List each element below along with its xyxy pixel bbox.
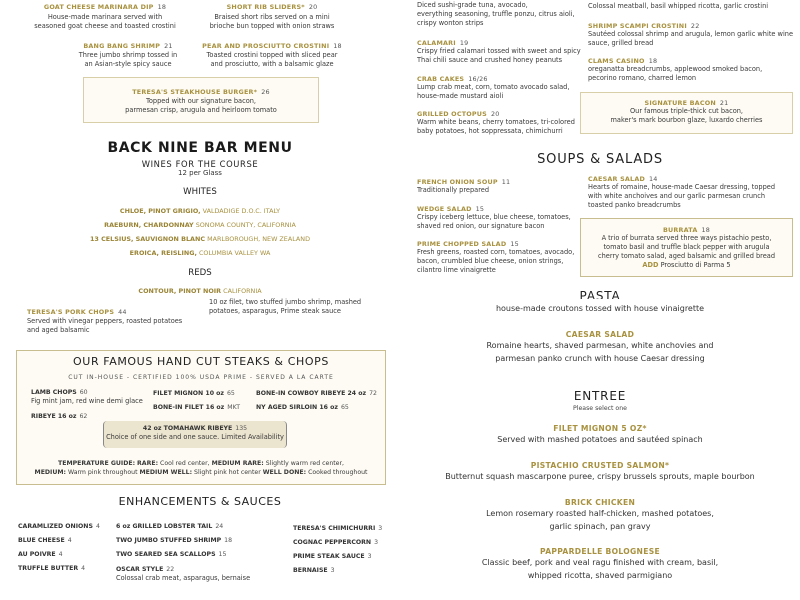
- surf-turf-desc: 10 oz filet, two stuffed jumbo shrimp, mashed potatoes, asparagus, Prime steak sauce: [209, 298, 362, 315]
- item-desc: Served with mashed potatoes and sautéed spinach: [497, 435, 703, 444]
- temperature-guide: TEMPERATURE GUIDE: RARE: Cool red center, MEDIUM RARE: Slightly warm red center, MEDIUM: Warm pink throughout MEDIUM WELL: Slight pink hot center WELL DONE: Cooked throughout: [34, 460, 368, 476]
- item-desc: oreganatta breadcrumbs, applewood smoked bacon, pecorino romano, charred lemon: [588, 65, 763, 82]
- steak-cowboy-ribeye: BONE-IN COWBOY RIBEYE 24 oz 72: [256, 390, 377, 397]
- enhancement-item: TWO SEARED SEA SCALLOPS 15: [116, 551, 227, 558]
- enhancement-item: TRUFFLE BUTTER 4: [18, 565, 86, 572]
- wine-item: 13 CELSIUS, SAUVIGNON BLANC MARLBOROUGH, NEW ZEALAND: [89, 235, 310, 243]
- enhancement-item: BLUE CHEESE 4: [18, 537, 72, 544]
- item-desc: Toasted crostini topped with sliced pear and prosciutto, with a balsamic glaze: [206, 51, 338, 68]
- entree-chicken: BRICK CHICKEN: [564, 498, 636, 507]
- item-desc: Our famous triple-thick cut bacon, maker's mark bourbon glaze, luxardo cherries: [610, 107, 763, 124]
- pasta-heading: PASTA: [579, 289, 621, 299]
- steak-lamb-chops: LAMB CHOPS 60: [31, 389, 88, 396]
- item-desc: Classic beef, pork and veal ragu finished with cream, basil, whipped ricotta, shaved parmigiano: [481, 558, 719, 580]
- reds-heading: REDS: [188, 268, 212, 278]
- item-desc: Choice of one side and one sauce. Limited Availability: [106, 433, 284, 441]
- item-desc: Fresh greens, roasted corn, tomatoes, avocado, bacon, crumbled blue cheese, onion strings, cilantro lime vinaigrette: [417, 248, 575, 274]
- menu-item-calamari: CALAMARI 19: [417, 39, 469, 47]
- item-desc: Fig mint jam, red wine demi glace: [31, 397, 143, 405]
- enhancements-title: ENHANCEMENTS & SAUCES: [118, 495, 282, 508]
- glass-price: 12 per Glass: [178, 169, 222, 177]
- steak-filet: FILET MIGNON 10 oz 65: [153, 390, 235, 397]
- menu-item-pork-chops: TERESA'S PORK CHOPS 44: [27, 308, 127, 316]
- steak-ribeye: RIBEYE 16 oz 62: [31, 413, 88, 420]
- enhancement-item: AU POIVRE 4: [18, 551, 63, 558]
- wine-item: CONTOUR, PINOT NOIR CALIFORNIA: [138, 287, 262, 295]
- item-desc: Braised short ribs served on a mini brioche bun topped with onion straws: [209, 13, 335, 30]
- meatball-desc: Colossal meatball, basil whipped ricotta, garlic crostini: [588, 2, 769, 10]
- item-desc: Lemon rosemary roasted half-chicken, mashed potatoes, garlic spinach, pan gravy: [486, 509, 714, 531]
- item-desc: Hearts of romaine, house-made Caesar dressing, topped with white anchoives and our garlic parmesan crunch toasted panko breadcrumbs: [588, 183, 776, 209]
- item-desc: Topped with our signature bacon, parmesan crisp, arugula and heirloom tomato: [125, 97, 277, 114]
- sauce-item: BERNAISE 3: [293, 567, 335, 574]
- item-desc: Colossal crab meat, asparagus, bernaise: [116, 574, 251, 582]
- item-desc: Traditionally prepared: [417, 186, 490, 194]
- menu-item-bang-bang-shrimp: BANG BANG SHRIMP 21: [83, 42, 173, 50]
- menu-item-prime-chopped: PRIME CHOPPED SALAD 15: [417, 240, 519, 248]
- bar-menu-title: BACK NINE BAR MENU: [107, 140, 293, 156]
- menu-item-burger: TERESA'S STEAKHOUSE BURGER* 26: [132, 88, 270, 96]
- entree-filet: FILET MIGNON 5 OZ*: [553, 424, 647, 433]
- soups-salads-title: SOUPS & SALADS: [537, 152, 663, 167]
- sauce-item: COGNAC PEPPERCORN 3: [293, 539, 379, 546]
- item-desc: Lump crab meat, corn, tomato avocado salad, house-made mustard aioli: [417, 83, 570, 100]
- enhancement-item: OSCAR STYLE 22: [116, 566, 175, 573]
- entree-heading: ENTREE: [573, 389, 627, 403]
- sauce-item: PRIME STEAK SAUCE 3: [293, 553, 372, 560]
- wine-item: EROICA, REISLING, COLUMBIA VALLEY WA: [129, 249, 271, 257]
- menu-item-short-rib: SHORT RIB SLIDERS* 20: [226, 3, 318, 11]
- item-desc: House-made marinara served with seasoned goat cheese and toasted crostini: [34, 13, 176, 30]
- item-desc: Crispy fried calamari tossed with sweet and spicy Thai chili sauce and crushed honey peanuts: [417, 47, 581, 64]
- enhancement-item: TWO JUMBO STUFFED SHRIMP 18: [116, 537, 233, 544]
- item-desc: Crispy iceberg lettuce, blue cheese, tomatoes, shaved red onion, our signature bacon: [417, 213, 571, 230]
- steak-tomahawk: 42 oz TOMAHAWK RIBEYE 135: [142, 425, 248, 432]
- item-desc: Butternut squash mascarpone puree, crispy brussels sprouts, maple bourbon: [445, 472, 755, 481]
- item-desc: Sautéed colossal shrimp and arugula, lemon garlic white wine sauce, grilled bread: [588, 30, 794, 47]
- prix-caesar-salad: CAESAR SALAD: [565, 330, 635, 339]
- tuna-desc: Diced sushi-grade tuna, avocado, everything seasoning, truffle ponzu, citrus aioli, crispy wonton strips: [417, 1, 575, 27]
- menu-item-burrata: BURRATA 18: [662, 226, 711, 234]
- enhancement-item: 6 oz GRILLED LOBSTER TAIL 24: [116, 523, 224, 530]
- steak-bone-in-filet: BONE-IN FILET 16 oz MKT: [153, 404, 240, 411]
- menu-item-octopus: GRILLED OCTOPUS 20: [417, 110, 500, 118]
- menu-item-wedge-salad: WEDGE SALAD 15: [417, 205, 485, 213]
- wine-item: RAEBURN, CHARDONNAY SONOMA COUNTY, CALIFORNIA: [104, 221, 296, 229]
- steaks-subtitle: CUT IN-HOUSE - CERTIFIED 100% USDA PRIME - SERVED A LA CARTE: [68, 374, 334, 381]
- item-desc: Three jumbo shrimp tossed in an Asian-style spicy sauce: [78, 51, 178, 68]
- wine-item: CHLOE, PINOT GRIGIO, VALDADIGE D.O.C. ITALY: [119, 207, 281, 215]
- item-desc: Served with vinegar peppers, roasted potatoes and aged balsamic: [27, 317, 183, 334]
- steaks-title: OUR FAMOUS HAND CUT STEAKS & CHOPS: [73, 355, 329, 368]
- menu-item-french-onion: FRENCH ONION SOUP 11: [417, 178, 511, 186]
- item-desc: Warm white beans, cherry tomatoes, tri-colored baby potatoes, hot soppressata, chimichurri: [417, 118, 575, 135]
- item-desc: A trio of burrata served three ways pistachio pesto, tomato basil and truffle black pepper with arugula cherry tomato salad, aged balsamic and grilled bread ADD Prosciutto di Parma 5: [597, 234, 776, 269]
- item-desc: Romaine hearts, shaved parmesan, white anchovies and parmesan panko crunch with house Caesar dressing: [486, 341, 714, 363]
- croutons-desc: house-made croutons tossed with house vinaigrette: [495, 304, 705, 313]
- entree-salmon: PISTACHIO CRUSTED SALMON*: [530, 461, 670, 470]
- menu-item-clams-casino: CLAMS CASINO 18: [588, 57, 658, 65]
- menu-item-signature-bacon: SIGNATURE BACON 21: [644, 99, 729, 107]
- steak-sirloin: NY AGED SIRLOIN 16 oz 65: [256, 404, 349, 411]
- wines-subtitle: WINES FOR THE COURSE: [141, 159, 259, 169]
- entree-pappardelle: PAPPARDELLE BOLOGNESE: [540, 547, 660, 556]
- enhancement-item: CARAMLIZED ONIONS 4: [18, 523, 100, 530]
- select-note: Please select one: [573, 405, 627, 412]
- menu-item-crab-cakes: CRAB CAKES 16/26: [417, 75, 488, 83]
- menu-item-pear-crostini: PEAR AND PROSCIUTTO CROSTINI 18: [202, 42, 342, 50]
- menu-item-caesar: CAESAR SALAD 14: [588, 175, 658, 183]
- menu-item-goat-cheese: GOAT CHEESE MARINARA DIP 18: [43, 3, 167, 11]
- whites-heading: WHITES: [183, 187, 217, 197]
- sauce-item: TERESA'S CHIMICHURRI 3: [293, 525, 383, 532]
- menu-item-shrimp-scampi: SHRIMP SCAMPI CROSTINI 22: [588, 22, 700, 30]
